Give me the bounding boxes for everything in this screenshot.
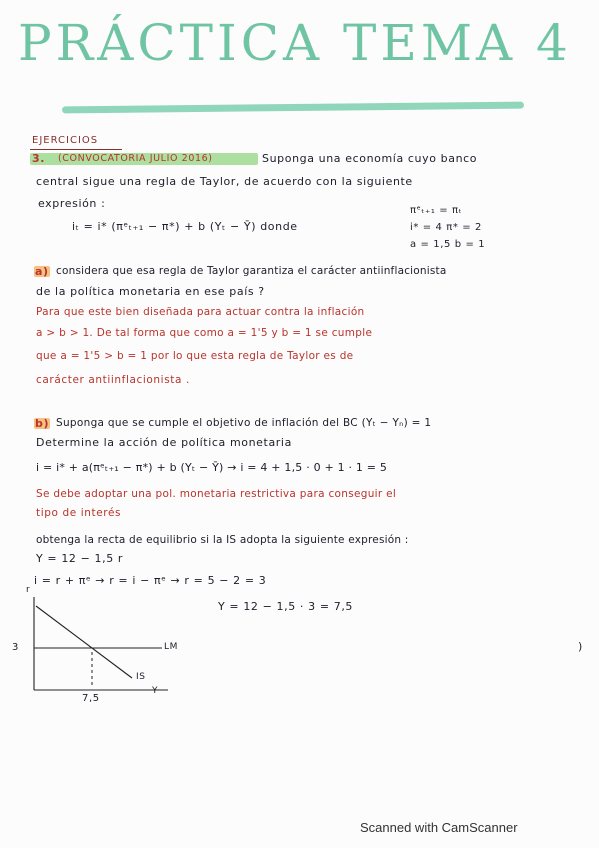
equation-y: Y = 12 − 1,5 · 3 = 7,5 xyxy=(218,600,354,613)
graph-y-value: 7,5 xyxy=(82,693,100,704)
question-c-line-1: obtenga la recta de equilibrio si la IS adopta la siguiente expresión : xyxy=(36,534,409,546)
question-b-line-1: Suponga que se cumple el objetivo de inflación del BC (Yₜ − Yₙ) = 1 xyxy=(56,417,432,429)
intro-line-1: Suponga una economía cuyo banco xyxy=(262,152,478,165)
param-3: a = 1,5 b = 1 xyxy=(410,239,486,250)
answer-a-line-3: que a = 1'5 > b = 1 por lo que esta regla de Taylor es de xyxy=(36,350,354,362)
taylor-rule-equation: iₜ = i* (πᵉₜ₊₁ − π*) + b (Yₜ − Ȳ) donde xyxy=(72,220,298,233)
question-a-line-2: de la política monetaria en ese país ? xyxy=(36,285,265,298)
graph-lm-label: LM xyxy=(164,642,178,652)
intro-line-3: expresión : xyxy=(38,197,106,210)
exercise-source: (CONVOCATORIA JULIO 2016) xyxy=(58,153,213,164)
graph-is-label: IS xyxy=(136,672,146,682)
graph-x-axis-label: Y xyxy=(152,686,159,696)
question-a-label: a) xyxy=(35,265,49,278)
is-curve xyxy=(36,606,132,678)
intro-line-2: central sigue una regla de Taylor, de acuerdo con la siguiente xyxy=(36,175,413,188)
section-heading: EJERCICIOS xyxy=(32,135,99,146)
page-title: PRÁCTICA TEMA 4 xyxy=(18,14,572,72)
question-a-line-1: considera que esa regla de Taylor garantiza el carácter antiinflacionista xyxy=(56,265,447,277)
graph-y-axis-label: r xyxy=(26,585,31,595)
answer-a-line-2: a > b > 1. De tal forma que como a = 1'5 y b = 1 se cumple xyxy=(36,327,373,339)
graph-r-value: 3 xyxy=(12,642,19,653)
exercise-number: 3. xyxy=(32,152,46,165)
param-2: i* = 4 π* = 2 xyxy=(410,222,482,233)
stray-mark: ) xyxy=(578,640,583,653)
equation-b: i = i* + a(πᵉₜ₊₁ − π*) + b (Yₜ − Ȳ) → i = 4 + 1,5 · 0 + 1 · 1 = 5 xyxy=(36,461,388,474)
equation-c: i = r + πᵉ → r = i − πᵉ → r = 5 − 2 = 3 xyxy=(34,574,267,587)
answer-b-line-2: tipo de interés xyxy=(36,507,122,519)
question-b-line-2: Determine la acción de política monetaria xyxy=(36,436,292,449)
question-c-line-2: Y = 12 − 1,5 r xyxy=(36,552,124,565)
answer-a-line-1: Para que este bien diseñada para actuar contra la inflación xyxy=(36,306,365,318)
param-1: πᵉₜ₊₁ = πₜ xyxy=(410,205,463,216)
camscanner-watermark: Scanned with CamScanner xyxy=(360,820,518,835)
question-b-label: b) xyxy=(35,417,50,430)
answer-a-line-4: carácter antiinflacionista . xyxy=(36,374,190,386)
answer-b-line-1: Se debe adoptar una pol. monetaria restrictiva para conseguir el xyxy=(36,488,397,500)
